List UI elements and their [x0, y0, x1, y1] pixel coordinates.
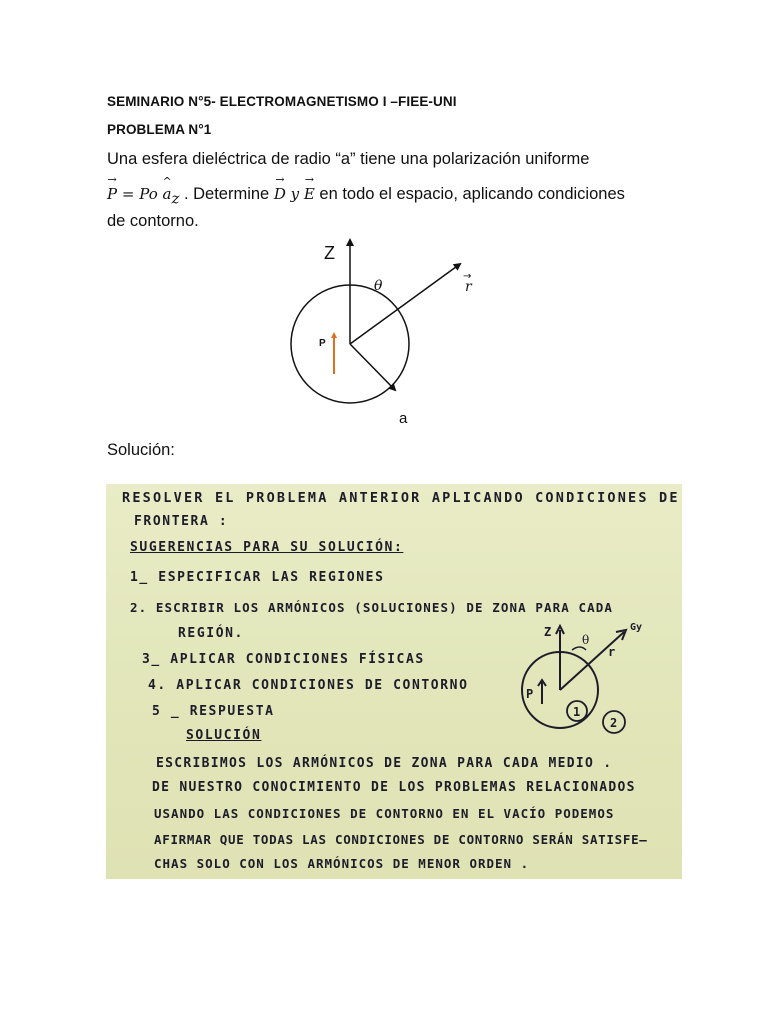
hw-region-2: 2 — [610, 716, 618, 730]
hw-r-label: r — [608, 645, 616, 659]
theta-label: θ — [374, 278, 383, 294]
radius-a-vector — [350, 344, 395, 390]
hw-theta-label: θ — [582, 633, 590, 647]
hw-line-5: 2. ESCRIBIR LOS ARMÓNICOS (SOLUCIONES) DE ZONA PARA CADA — [130, 600, 614, 615]
and-symbol: y — [285, 185, 304, 203]
equals-sign: = — [117, 185, 140, 203]
a-label: a — [399, 410, 408, 427]
r-label: r — [465, 279, 472, 295]
hw-line-8: 4. APLICAR CONDICIONES DE CONTORNO — [148, 678, 469, 693]
vector-e: → E — [304, 185, 315, 203]
unit-vector-a: ^ a — [163, 185, 172, 203]
hw-line-1: RESOLVER EL PROBLEMA ANTERIOR APLICANDO CONDICIONES DE — [122, 490, 680, 506]
r-vector — [350, 264, 460, 344]
hw-line-14: AFIRMAR QUE TODAS LAS CONDICIONES DE CONTORNO SERÁN SATISFE— — [154, 832, 648, 847]
vector-d: → D — [274, 185, 286, 203]
hw-region-1: 1 — [573, 705, 581, 719]
hw-line-11: ESCRIBIMOS LOS ARMÓNICOS DE ZONA PARA CADA MEDIO . — [156, 756, 613, 771]
z-label: Z — [324, 243, 335, 263]
po-symbol: Po — [139, 185, 163, 203]
hw-line-13: USANDO LAS CONDICIONES DE CONTORNO EN EL VACÍO PODEMOS — [154, 806, 615, 821]
hw-p-label: P — [526, 687, 534, 701]
hw-z-label: Z — [544, 625, 552, 639]
determine-text: . Determine — [179, 185, 274, 203]
r-vector-arrow-icon: → — [463, 271, 472, 282]
vector-p: → P — [107, 185, 117, 203]
problem-title: PROBLEMA N°1 — [107, 122, 212, 137]
subscript-z: z — [171, 189, 180, 208]
problem-statement-line-1: Una esfera dieléctrica de radio “a” tiene una polarización uniforme — [107, 150, 590, 168]
p-label: P — [319, 338, 326, 349]
hw-line-4: 1_ ESPECIFICAR LAS REGIONES — [130, 570, 385, 585]
problem-statement-line-3: de contorno. — [107, 212, 199, 230]
hw-line-3: SUGERENCIAS PARA SU SOLUCIÓN: — [130, 540, 404, 555]
solution-label: Solución: — [107, 441, 175, 459]
hw-gy-label: Gy — [630, 622, 643, 633]
problem-statement-line-2 — [107, 185, 625, 207]
hw-sphere-sketch — [516, 614, 676, 744]
hw-line-6: REGIÓN. — [178, 626, 244, 641]
hw-line-9: 5 _ RESPUESTA — [152, 704, 275, 719]
statement-rest: en todo el espacio, aplicando condiciones — [314, 185, 625, 203]
sphere-diagram — [280, 232, 520, 432]
hw-line-10: SOLUCIÓN — [186, 728, 262, 743]
handwritten-notes-photo — [106, 484, 682, 879]
hw-line-2: FRONTERA : — [134, 514, 229, 529]
seminar-title: SEMINARIO N°5- ELECTROMAGNETISMO I –FIEE-UNI — [107, 94, 457, 109]
hw-line-15: CHAS SOLO CON LOS ARMÓNICOS DE MENOR ORDEN . — [154, 856, 530, 871]
hw-line-7: 3_ APLICAR CONDICIONES FÍSICAS — [142, 652, 425, 667]
hw-line-12: DE NUESTRO CONOCIMIENTO DE LOS PROBLEMAS RELACIONADOS — [152, 780, 636, 795]
